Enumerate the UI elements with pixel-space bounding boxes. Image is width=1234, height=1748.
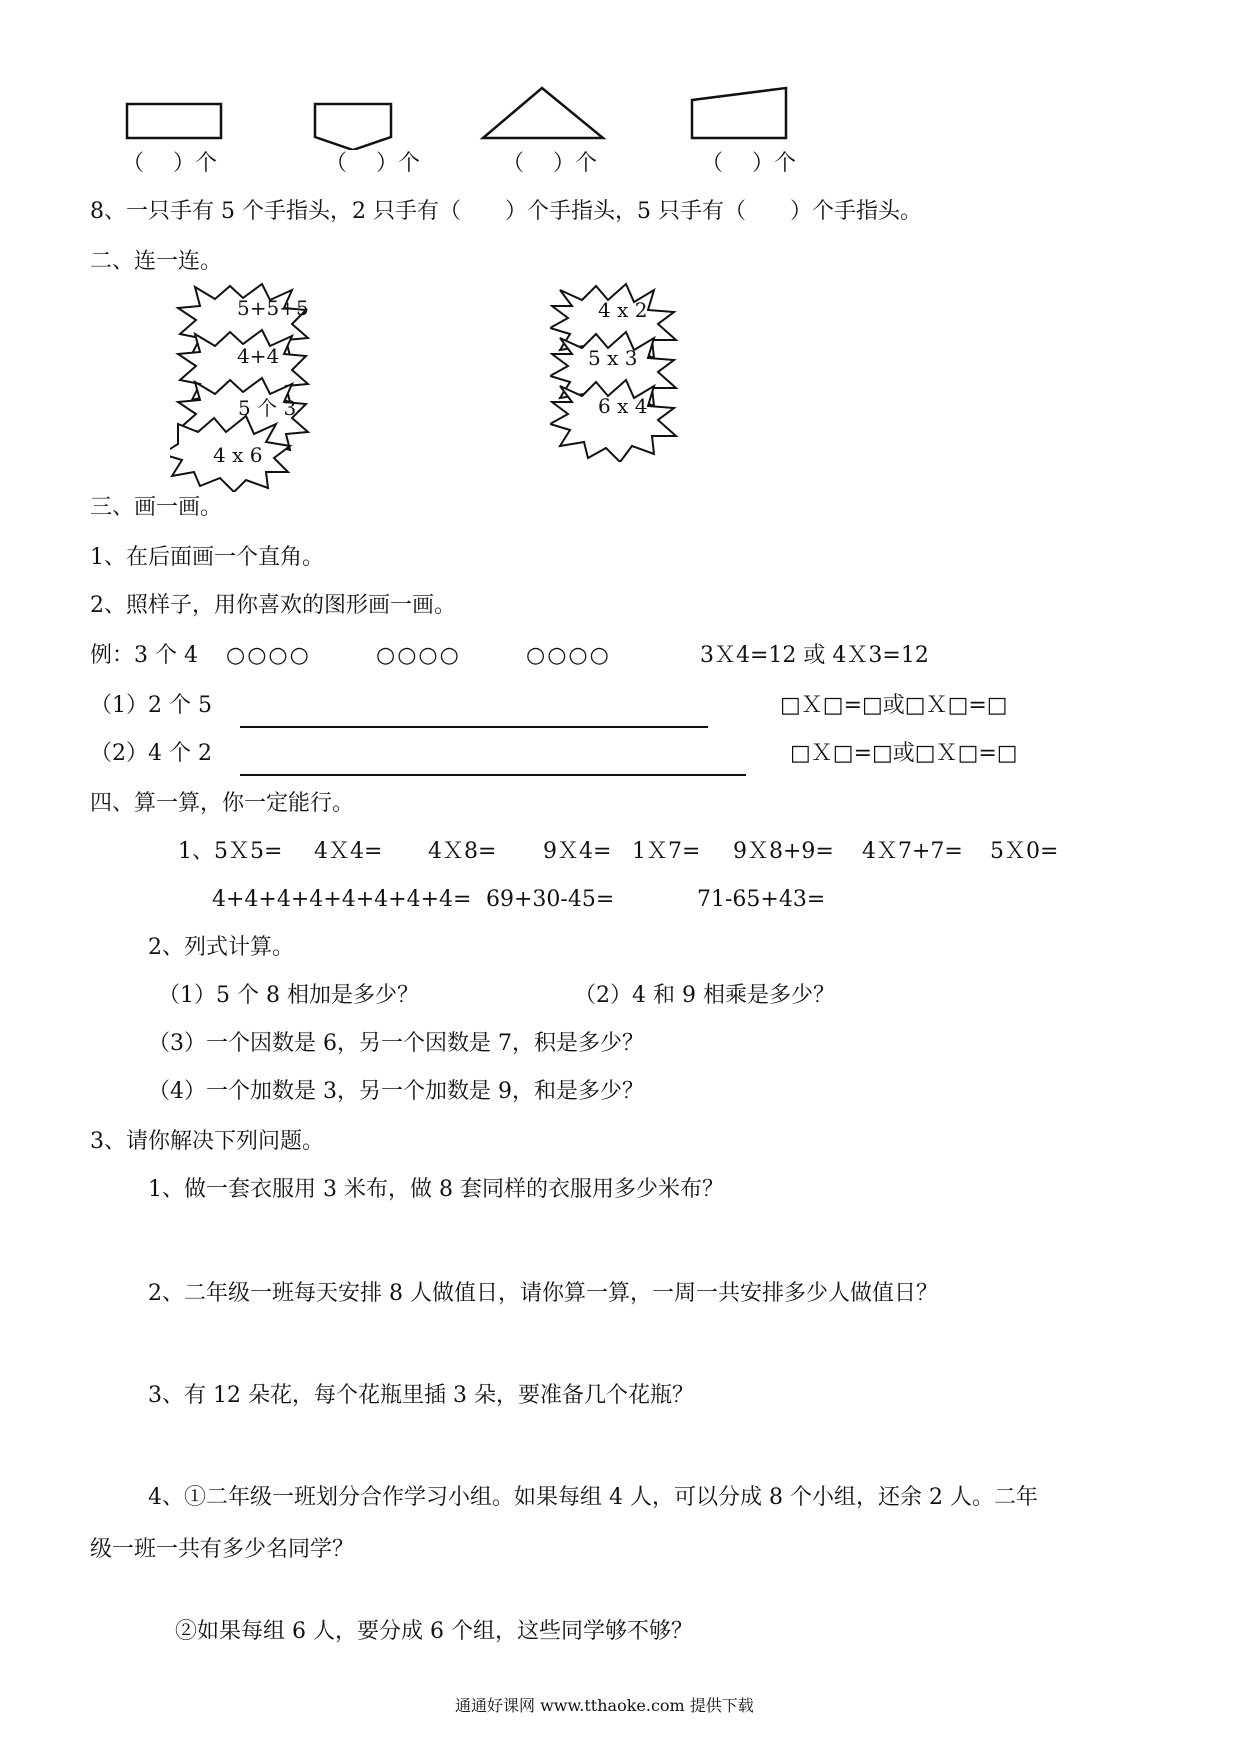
shape-label-3: （ ）个 (502, 151, 597, 176)
draw-item-1: （1）2 个 5 (90, 693, 212, 718)
rectangle-shape (127, 104, 221, 138)
section-3-title: 三、画一画。 (90, 495, 223, 520)
question-8: 8、一只手有 5 个手指头，2 只手有（ ）个手指头，5 只手有（ ）个手指头。 (90, 199, 922, 224)
calc-6: 9Ｘ8+9= (733, 839, 834, 864)
star-label-4x2: 4 x 2 (598, 298, 648, 322)
problem-4-line-1: 4、①二年级一班划分合作学习小组。如果每组 4 人，可以分成 8 个小组，还余 2 人。二年 (148, 1485, 1038, 1510)
sub2-item-4: （4）一个加数是 3，另一个加数是 9，和是多少？ (148, 1079, 644, 1104)
problem-2: 2、二年级一班每天安排 8 人做值日，请你算一算，一周一共安排多少人做值日？ (148, 1281, 938, 1306)
example-equation: 3Ｘ4=12 或 4Ｘ3=12 (700, 643, 929, 668)
example-circles-3: ○○○○ (526, 643, 611, 668)
calc-1: 1、5Ｘ5= (178, 839, 283, 864)
calc-8: 5Ｘ0= (990, 839, 1059, 864)
star-label-4x6: 4 x 6 (213, 443, 263, 467)
trapezoid-shape (692, 88, 786, 138)
draw-line-2[interactable] (240, 774, 746, 776)
problem-4-part-2: ②如果每组 6 人，要分成 6 个组，这些同学够不够？ (175, 1619, 693, 1644)
draw-item-2: （2）4 个 2 (90, 741, 212, 766)
section-4-title: 四、算一算，你一定能行。 (90, 791, 355, 816)
calc-2: 4Ｘ4= (314, 839, 383, 864)
calc-7: 4Ｘ7+7= (862, 839, 963, 864)
problem-3: 3、有 12 朵花，每个花瓶里插 3 朵，要准备几个花瓶？ (148, 1383, 694, 1408)
draw-item-1-equation[interactable]: □Ｘ□=□或□Ｘ□=□ (780, 693, 1008, 718)
sub2-item-2: （2）4 和 9 相乘是多少？ (574, 983, 835, 1008)
calc-5: 1Ｘ7= (632, 839, 701, 864)
calc-11: 71-65+43= (697, 887, 826, 912)
triangle-shape (483, 88, 603, 138)
calc-4: 9Ｘ4= (543, 839, 612, 864)
shape-label-4: （ ）个 (701, 151, 796, 176)
calc-9: 4+4+4+4+4+4+4+4= (212, 887, 472, 912)
calc-10: 69+30-45= (486, 887, 615, 912)
star-label-4+4: 4+4 (237, 344, 280, 368)
shape-label-2: （ ）个 (325, 151, 420, 176)
section-3-q1: 1、在后面画一个直角。 (90, 545, 324, 570)
star-label-5-ge-3: 5 个 3 (238, 396, 297, 420)
example-label: 例：3 个 4 (90, 643, 198, 668)
shape-label-1: （ ）个 (122, 151, 217, 176)
page-footer: 通通好课网 www.tthaoke.com 提供下载 (455, 1696, 754, 1715)
section-3-q2: 2、照样子，用你喜欢的图形画一画。 (90, 593, 456, 618)
section-2-title: 二、连一连。 (90, 249, 223, 274)
star-label-6x4: 6 x 4 (598, 394, 648, 418)
problem-1: 1、做一套衣服用 3 米布，做 8 套同样的衣服用多少米布？ (148, 1177, 724, 1202)
star-burst-7 (550, 380, 676, 462)
pentagon-shape (315, 104, 391, 150)
sub2-title: 2、列式计算。 (148, 935, 294, 960)
draw-line-1[interactable] (240, 726, 708, 728)
example-circles-2: ○○○○ (376, 643, 461, 668)
star-label-5+5+5: 5+5+5 (237, 296, 309, 320)
section-5-title: 3、请你解决下列问题。 (90, 1129, 324, 1154)
draw-item-2-equation[interactable]: □Ｘ□=□或□Ｘ□=□ (790, 741, 1018, 766)
sub2-item-1: （1）5 个 8 相加是多少？ (158, 983, 419, 1008)
example-circles-1: ○○○○ (226, 643, 311, 668)
sub2-item-3: （3）一个因数是 6，另一个因数是 7，积是多少？ (148, 1031, 644, 1056)
calc-3: 4Ｘ8= (428, 839, 497, 864)
star-label-5x3: 5 x 3 (588, 346, 638, 370)
problem-4-line-2: 级一班一共有多少名同学？ (90, 1537, 355, 1562)
shapes-figure (0, 0, 1234, 150)
